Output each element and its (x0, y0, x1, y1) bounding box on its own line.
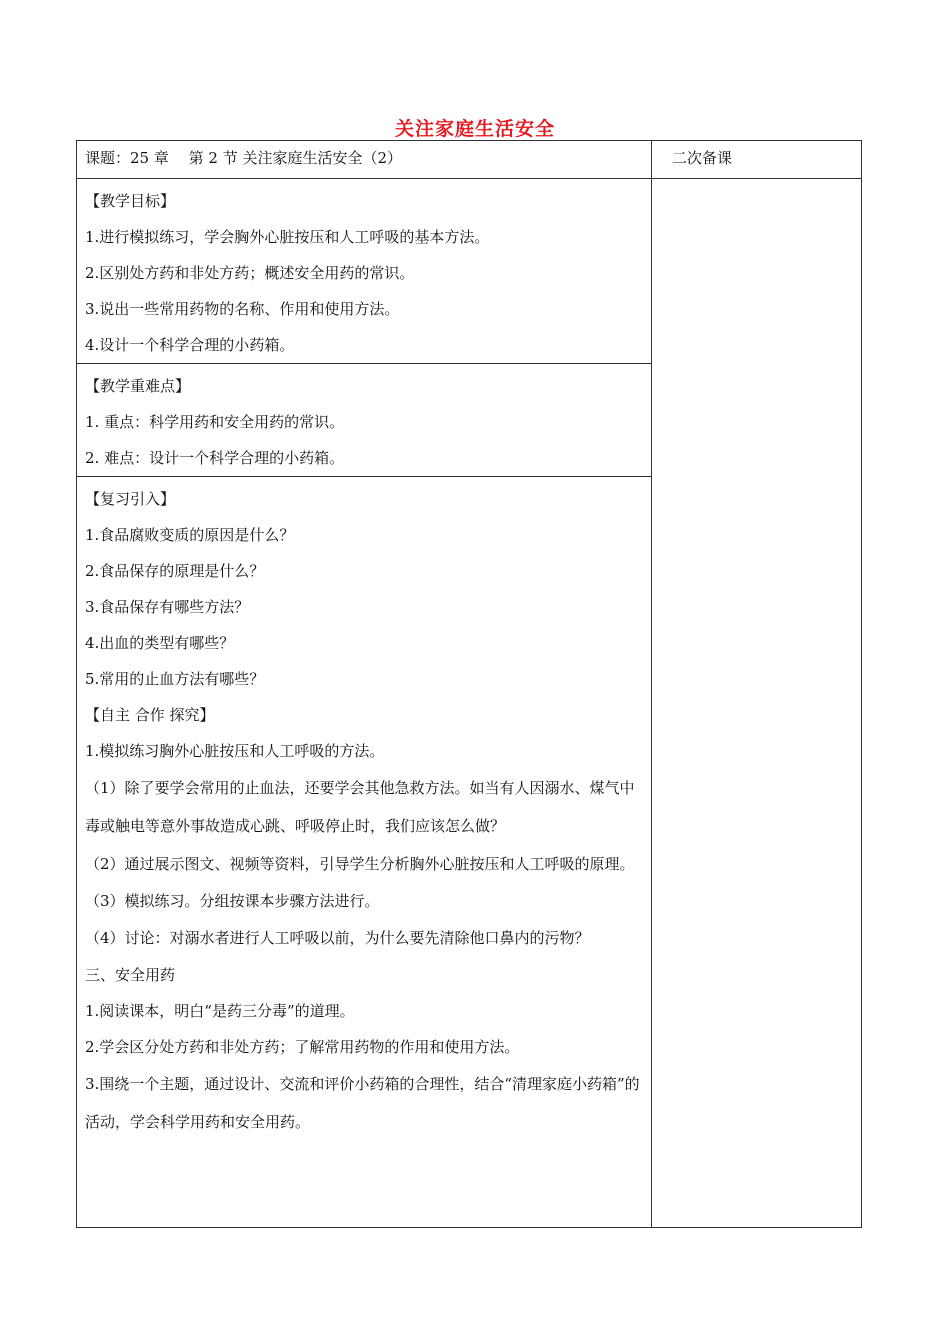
lesson-plan-table (76, 140, 862, 1228)
review-item: 1.食品腐败变质的原因是什么？ (85, 526, 295, 544)
objectives-section (77, 179, 652, 364)
secondary-prep-header-cell (652, 141, 862, 179)
objective-item: 3.说出一些常用药物的名称、作用和使用方法。 (85, 300, 400, 318)
review-item: 5.常用的止血方法有哪些？ (85, 670, 265, 688)
explore-heading: 【自主 合作 探究】 (85, 706, 215, 724)
explore-item: （2）通过展示图文、视频等资料，引导学生分析胸外心脏按压和人工呼吸的原理。 (85, 855, 635, 873)
explore-item: 1.阅读课本，明白“是药三分毒”的道理。 (85, 1002, 355, 1020)
secondary-prep-label: 二次备课 (672, 149, 733, 167)
page-title: 关注家庭生活安全 (394, 118, 555, 140)
explore-item: （4）讨论：对溺水者进行人工呼吸以前，为什么要先清除他口鼻内的污物？ (85, 929, 590, 947)
lesson-title-cell (77, 141, 652, 179)
explore-item: 3.围绕一个主题，通过设计、交流和评价小药箱的合理性，结合“清理家庭小药箱”的活动，学会科学用药和安全用药。 (85, 1075, 640, 1131)
review-item: 4.出血的类型有哪些？ (85, 634, 235, 652)
key-points-section (77, 364, 652, 477)
key-points-heading: 【教学重难点】 (85, 377, 191, 395)
review-and-explore-section (77, 477, 652, 1228)
objective-item: 4.设计一个科学合理的小药箱。 (85, 336, 295, 354)
objective-item: 1.进行模拟练习，学会胸外心脏按压和人工呼吸的基本方法。 (85, 228, 490, 246)
key-point-item: 1. 重点：科学用药和安全用药的常识。 (85, 413, 345, 431)
explore-item: （1）除了要学会常用的止血法，还要学会其他急救方法。如当有人因溺水、煤气中毒或触电等意外事故造成心跳、呼吸停止时，我们应该怎么做？ (85, 779, 635, 835)
secondary-prep-notes-cell (652, 179, 862, 1228)
objective-item: 2.区别处方药和非处方药；概述安全用药的常识。 (85, 264, 415, 282)
explore-item: 三、安全用药 (85, 966, 176, 984)
objectives-heading: 【教学目标】 (85, 192, 176, 210)
lesson-title: 课题：25 章 第 2 节 关注家庭生活安全（2） (85, 149, 403, 167)
review-heading: 【复习引入】 (85, 490, 176, 508)
explore-item: （3）模拟练习。分组按课本步骤方法进行。 (85, 892, 380, 910)
key-point-item: 2. 难点：设计一个科学合理的小药箱。 (85, 449, 345, 467)
explore-item: 1.模拟练习胸外心脏按压和人工呼吸的方法。 (85, 742, 385, 760)
review-item: 2.食品保存的原理是什么？ (85, 562, 265, 580)
review-item: 3.食品保存有哪些方法？ (85, 598, 250, 616)
explore-item: 2.学会区分处方药和非处方药；了解常用药物的作用和使用方法。 (85, 1038, 520, 1056)
